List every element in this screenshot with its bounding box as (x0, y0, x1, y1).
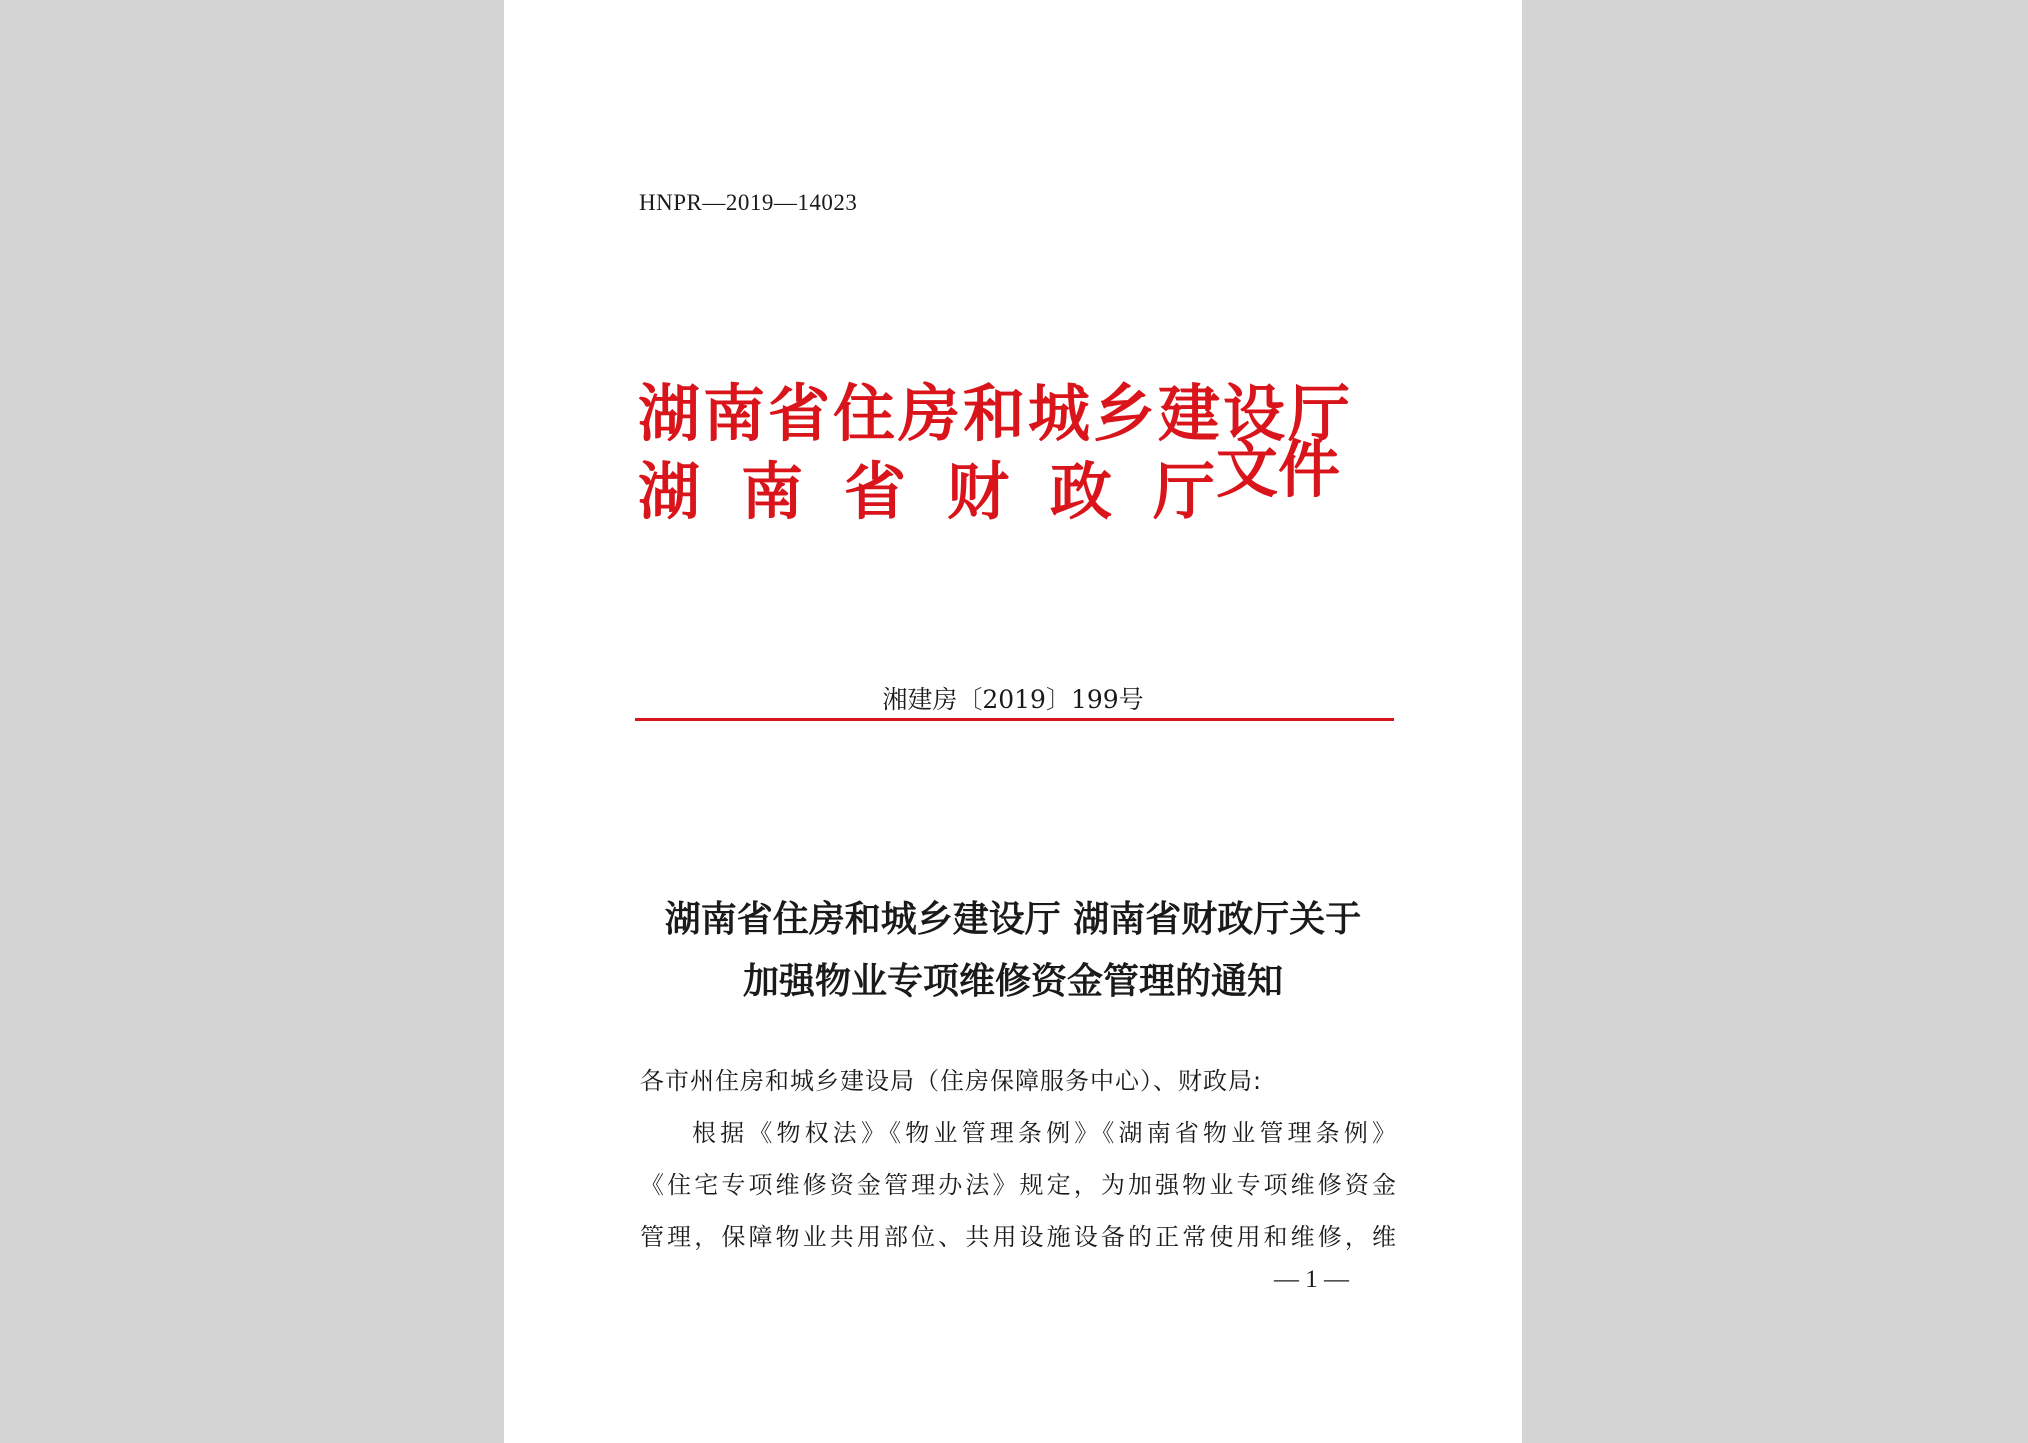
notice-title-line-2: 加强物业专项维修资金管理的通知 (742, 960, 1283, 1002)
body-line: 管理，保障物业共用部位、共用设施设备的正常使用和维修，维 (640, 1223, 1396, 1251)
issuer-finance-department: 湖南省财政厅 (638, 455, 1257, 528)
document-number: 湘建房〔2019〕199号 (882, 685, 1144, 714)
notice-title (504, 888, 1522, 1012)
document-code: HNPR—2019—14023 (639, 190, 858, 215)
document-page (504, 0, 1522, 1443)
issuer-document-suffix: 文件 (1216, 433, 1341, 506)
body-line: 根据《物权法》《物业管理条例》《湖南省物业管理条例》 (692, 1119, 1396, 1147)
page-number: — 1 — (1274, 1266, 1349, 1293)
salutation: 各市州住房和城乡建设局（住房保障服务中心）、财政局: (640, 1067, 1263, 1095)
issuer-housing-department: 湖南省住房和城乡建设厅 (638, 377, 1354, 450)
notice-body (640, 1055, 1396, 1263)
red-divider-line (635, 718, 1394, 721)
body-line: 《住宅专项维修资金管理办法》规定，为加强物业专项维修资金 (640, 1171, 1396, 1199)
notice-title-line-1: 湖南省住房和城乡建设厅 湖南省财政厅关于 (664, 898, 1362, 940)
